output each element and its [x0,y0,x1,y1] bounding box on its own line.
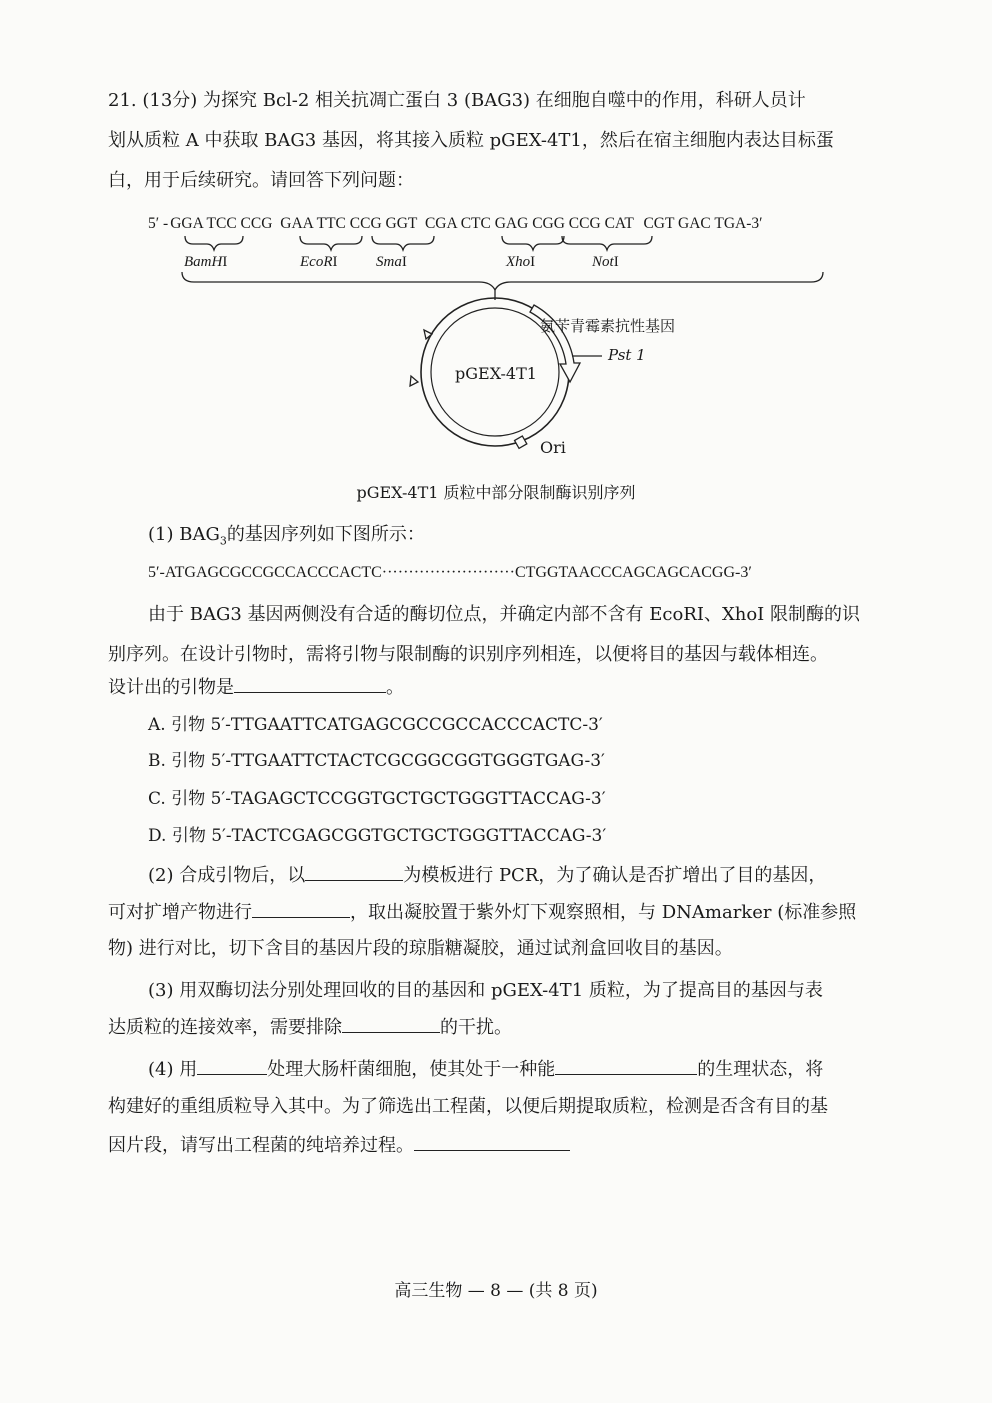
ori-marker [515,436,527,448]
seq-group: GGA TCC [170,215,237,232]
answer-blank-5[interactable] [197,1050,267,1075]
diagram-caption: pGEX-4T1 质粒中部分限制酶识别序列 [356,483,636,502]
page-footer: 高三生物 — 8 — (共 8 页) [394,1281,598,1301]
ecori-brace [300,236,362,250]
enzyme-noti: NotI [592,254,619,270]
seq-group: CCG GGT [349,215,418,232]
seq-group: GAA TTC [280,215,346,232]
option-a: A. 引物 5′-TTGAATTCATGAGCGCCGCCACCCACTC-3′ [148,715,603,735]
option-c: C. 引物 5′-TAGAGCTCCGGTGCTGCTGGGTTACCAG-3′ [148,789,606,809]
answer-blank-4[interactable] [342,1008,440,1033]
option-d: D. 引物 5′-TACTCGAGCGGTGCTGCTGGGTTACCAG-3′ [148,826,607,846]
question-line-1: 21. (13分) 为探究 Bcl-2 相关抗凋亡蛋白 3 (BAG3) 在细胞自噬中的作用，科研人员计 [108,90,806,111]
bag3-sequence: 5′-ATGAGCGCCGCCACCCACTC·························CTGGTAACCCAGCAGCACGG-3′ [148,564,752,581]
option-b: B. 引物 5′-TTGAATTCTACTCGCGGCGGTGGGTGAG-3′ [148,751,605,771]
noti-brace [562,236,652,250]
answer-blank-3[interactable] [252,893,350,918]
seq-group: CGT GAC TGA-3′ [643,215,763,232]
part4-line-3: 因片段，请写出工程菌的纯培养过程。 [108,1126,570,1165]
plasmid-name: pGEX-4T1 [455,364,537,383]
ori-label: Ori [540,438,566,457]
seq-group: CTC GAG [460,215,529,232]
smai-brace [372,236,434,250]
enzyme-bamhi: BamHI [184,254,228,270]
part1-text-2: 别序列。在设计引物时，需将引物与限制酶的识别序列相连，以便将目的基因与载体相连。 [108,644,828,665]
answer-blank-6[interactable] [555,1050,697,1075]
part1-text-3: 设计出的引物是 。 [108,668,404,707]
part3-line-1: (3) 用双酶切法分别处理回收的目的基因和 pGEX-4T1 质粒，为了提高目的基因与表 [148,980,823,1001]
seq-prefix: 5′ - [148,215,169,232]
diagram-graphics [0,0,992,480]
left-arrow-2 [410,376,418,386]
xhoi-brace [502,236,564,250]
part2-line-3: 物) 进行对比，切下含目的基因片段的琼脂糖凝胶，通过试剂盒回收目的基因。 [108,938,733,959]
part1-text-1: 由于 BAG3 基因两侧没有合适的酶切位点，并确定内部不含有 EcoRI、XhoI 限制酶的识 [148,604,861,625]
pst-label: Pst 1 [608,346,646,364]
seq-group: CCG [240,215,273,232]
seq-group: CAT [604,215,634,232]
left-arrow [424,330,432,339]
answer-blank-1[interactable] [234,668,386,693]
part4-line-2: 构建好的重组质粒导入其中。为了筛选出工程菌，以便后期提取质粒，检测是否含有目的基 [108,1096,828,1117]
part1-intro: (1) $BAG_3$的基因序列如下图所示： [148,524,425,548]
bamhi-brace [185,236,243,250]
answer-blank-7[interactable] [414,1126,570,1151]
seq-group: CGA [424,215,457,232]
resistance-gene-label: 氨苄青霉素抗性基因 [540,317,676,335]
question-line-3: 白，用于后续研究。请回答下列问题： [108,170,414,191]
mcs-brace [182,272,823,290]
part4-line-1: (4) 用 处理大肠杆菌细胞，使其处于一种能 的生理状态，将 [148,1050,823,1089]
enzyme-xhoi: XhoI [506,254,536,270]
enzyme-smai: SmaI [376,254,407,270]
enzyme-ecori: EcoRI [300,254,338,270]
question-line-2: 划从质粒 A 中获取 BAG3 基因，将其接入质粒 pGEX-4T1，然后在宿主细胞内表达目标蛋 [108,130,834,151]
answer-blank-2[interactable] [305,856,403,881]
part2-line-2: 可对扩增产物进行 ，取出凝胶置于紫外灯下观察照相，与 DNAmarker (标准参照 [108,893,856,932]
part3-line-2: 达质粒的连接效率，需要排除 的干扰。 [108,1008,512,1047]
seq-group: CGG CCG [532,215,601,232]
part2-line-1: (2) 合成引物后，以 为模板进行 PCR，为了确认是否扩增出了目的基因， [148,856,826,895]
